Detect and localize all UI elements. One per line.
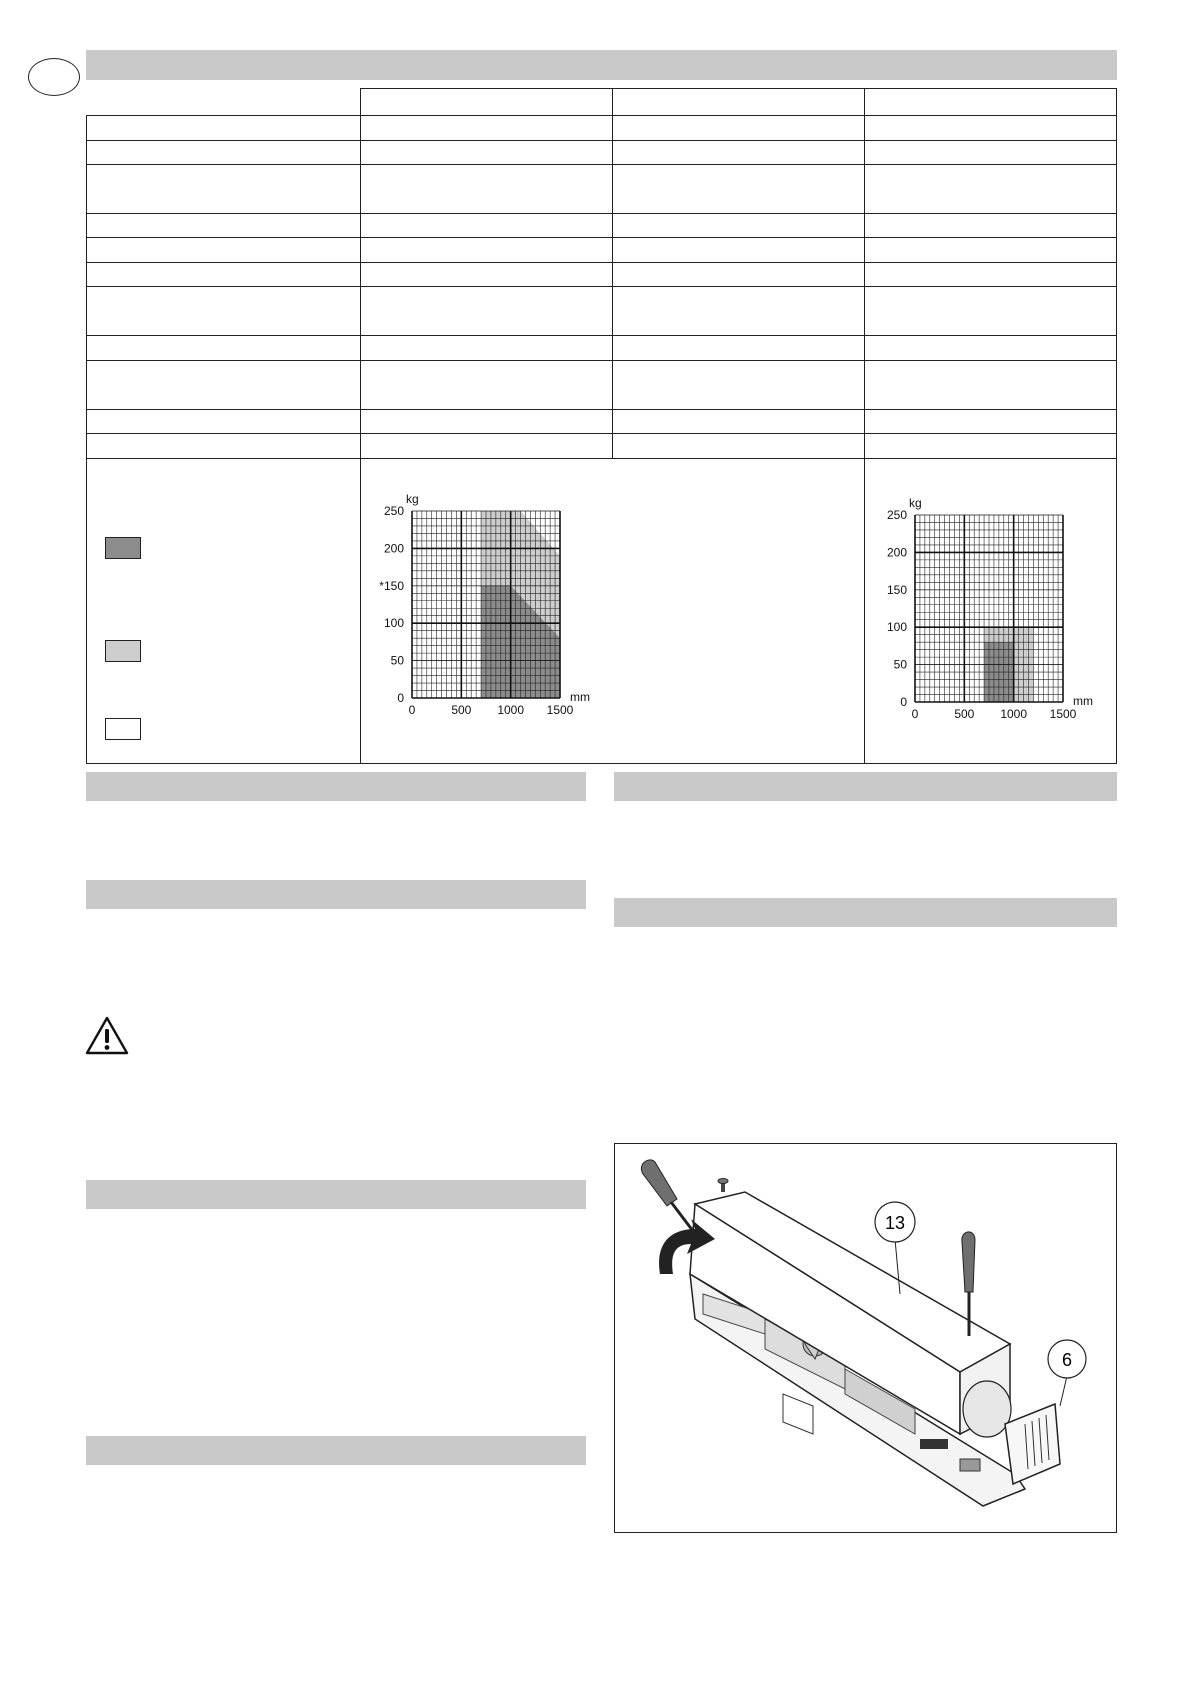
table-rule [86, 286, 1117, 287]
table-rule [86, 237, 1117, 238]
y-tick-label: 50 [893, 657, 907, 672]
table-rule [86, 115, 87, 763]
table-rule [86, 164, 1117, 165]
x-tick-label: 1000 [497, 703, 525, 717]
table-rule [1116, 88, 1117, 763]
y-tick-label: 200 [886, 545, 907, 560]
table-rule [86, 213, 1117, 214]
y-tick-label: 100 [383, 616, 404, 631]
table-rule [864, 88, 865, 763]
callout-13: 13 [884, 1213, 906, 1233]
section-header-bar [614, 898, 1117, 927]
x-tick-label: 1000 [1000, 707, 1028, 721]
x-tick-label: 0 [408, 703, 416, 717]
table-rule [612, 88, 613, 458]
y-tick-label: 0 [397, 691, 404, 705]
legend-swatch-dark [105, 537, 141, 559]
closer-cover-illustration [614, 1143, 1117, 1533]
table-rule [86, 433, 1117, 434]
y-tick-label: 150 [886, 582, 907, 597]
table-rule [86, 458, 1117, 459]
y-tick-label: 200 [383, 541, 404, 556]
y-tick-label: *150 [379, 578, 404, 593]
door-weight-chart-1 [370, 488, 610, 728]
section-header-bar [86, 1436, 586, 1465]
section-header-bar [86, 772, 586, 801]
table-rule [86, 140, 1117, 141]
legend-swatch-white [105, 718, 141, 740]
x-tick-label: 0 [911, 707, 919, 721]
x-axis-label: mm [1073, 694, 1093, 708]
y-tick-label: 100 [886, 620, 907, 635]
closer-drawing [615, 1144, 1116, 1532]
x-tick-label: 1500 [1049, 707, 1077, 721]
y-tick-label: 250 [886, 508, 907, 522]
y-axis-label: kg [909, 496, 922, 510]
table-rule [86, 335, 1117, 336]
table-rule [86, 115, 1117, 116]
warning-icon [85, 1016, 129, 1056]
table-rule [86, 360, 1117, 361]
table-rule [86, 763, 1117, 764]
table-rule [360, 88, 361, 763]
y-tick-label: 50 [390, 653, 404, 668]
y-tick-label: 250 [383, 504, 404, 518]
section-header-bar [86, 50, 1117, 80]
language-badge [28, 58, 80, 96]
table-rule [360, 88, 1117, 89]
section-header-bar [86, 1180, 586, 1209]
section-header-bar [614, 772, 1117, 801]
callout-6: 6 [1061, 1350, 1073, 1370]
table-rule [86, 262, 1117, 263]
y-axis-label: kg [406, 492, 419, 506]
x-tick-label: 500 [451, 703, 472, 717]
y-tick-label: 0 [900, 695, 907, 709]
x-axis-label: mm [570, 690, 590, 704]
legend-swatch-light [105, 640, 141, 662]
x-tick-label: 500 [954, 707, 975, 721]
table-rule [86, 409, 1117, 410]
screwdriver-left-icon [641, 1160, 699, 1239]
section-header-bar [86, 880, 586, 909]
door-weight-chart-2 [873, 492, 1113, 732]
x-tick-label: 1500 [546, 703, 574, 717]
